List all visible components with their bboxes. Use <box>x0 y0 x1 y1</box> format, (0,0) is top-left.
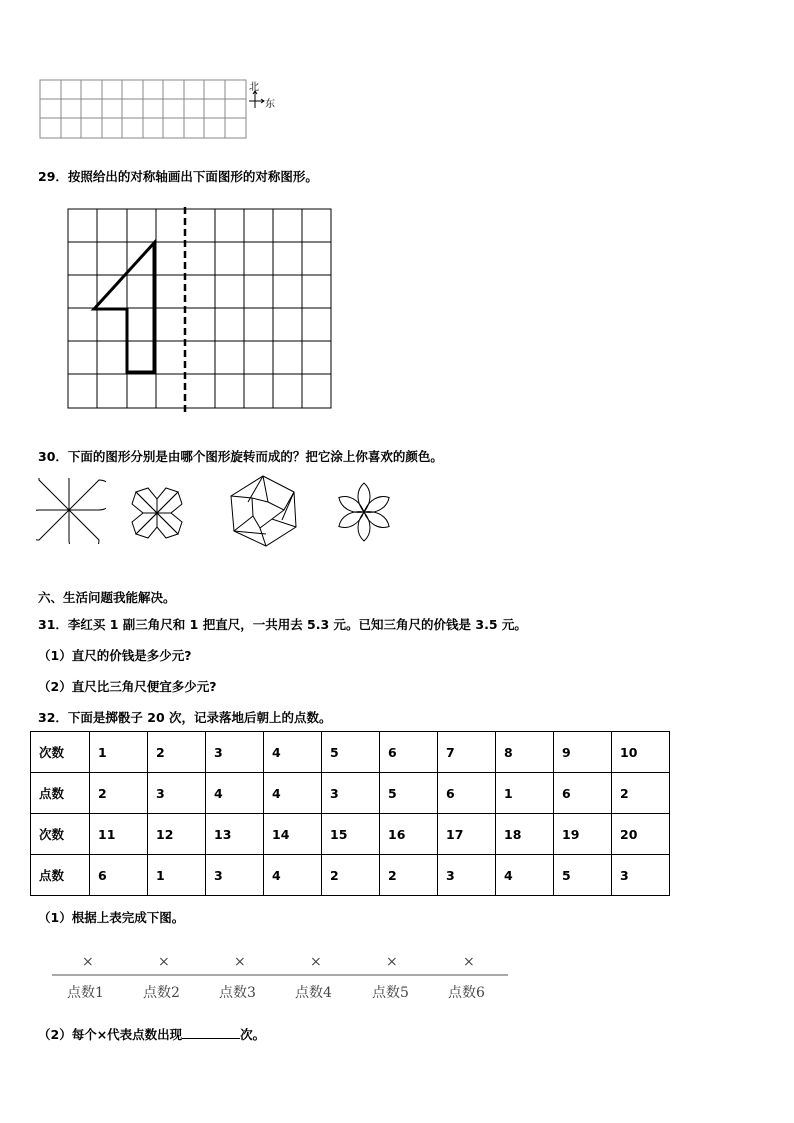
table-cell: 7 <box>438 732 496 773</box>
table-cell: 5 <box>380 773 438 814</box>
table-cell: 5 <box>322 732 380 773</box>
axis-label: 点数1 <box>67 985 104 1001</box>
flower-figure[interactable] <box>330 480 400 546</box>
table-cell: 4 <box>264 855 322 896</box>
question-30: 30．下面的图形分别是由哪个图形旋转而成的？把它涂上你喜欢的颜色。 <box>38 449 443 464</box>
axis-mark: × <box>234 954 246 970</box>
axis-mark: × <box>386 954 398 970</box>
table-cell: 2 <box>148 732 206 773</box>
table-cell: 17 <box>438 814 496 855</box>
axis-mark: × <box>463 954 475 970</box>
compass-east-label: 东 <box>265 99 275 110</box>
question-31: 31．李红买 1 副三角尺和 1 把直尺，一共用去 5.3 元。已知三角尺的价钱是 3.5 元。 <box>38 617 527 632</box>
table-cell: 3 <box>206 855 264 896</box>
table-cell: 点数 <box>31 855 90 896</box>
table-cell: 次数 <box>31 732 90 773</box>
table-row <box>31 773 670 814</box>
axis-label: 点数3 <box>219 985 256 1001</box>
table-cell: 2 <box>612 773 670 814</box>
table-cell: 6 <box>554 773 612 814</box>
dice-results-table <box>30 731 670 896</box>
symmetry-grid[interactable] <box>66 207 336 417</box>
axis-label: 点数4 <box>295 985 332 1001</box>
question-32: 32．下面是掷骰子 20 次，记录落地后朝上的点数。 <box>38 710 332 725</box>
table-row <box>31 855 670 896</box>
table-cell: 15 <box>322 814 380 855</box>
question-32-part-1: （1）根据上表完成下图。 <box>38 910 185 925</box>
table-cell: 6 <box>438 773 496 814</box>
axis-label: 点数6 <box>448 985 485 1001</box>
axis-mark: × <box>82 954 94 970</box>
axis-label: 点数2 <box>143 985 180 1001</box>
table-cell: 8 <box>496 732 554 773</box>
table-cell: 4 <box>264 773 322 814</box>
dot-plot-axis <box>50 970 512 978</box>
table-cell: 19 <box>554 814 612 855</box>
table-cell: 3 <box>322 773 380 814</box>
table-cell: 2 <box>322 855 380 896</box>
table-cell: 11 <box>90 814 148 855</box>
table-cell: 20 <box>612 814 670 855</box>
table-cell: 点数 <box>31 773 90 814</box>
table-cell: 4 <box>496 855 554 896</box>
table-cell: 1 <box>90 732 148 773</box>
section-6-heading: 六、生活问题我能解决。 <box>38 590 176 605</box>
table-cell: 4 <box>264 732 322 773</box>
question-29: 29．按照给出的对称轴画出下面图形的对称图形。 <box>38 169 318 184</box>
table-cell: 6 <box>380 732 438 773</box>
table-cell: 2 <box>90 773 148 814</box>
axis-mark: × <box>310 954 322 970</box>
table-cell: 3 <box>438 855 496 896</box>
table-cell: 6 <box>90 855 148 896</box>
question-32-part-2 <box>38 1024 265 1043</box>
question-32-part-2-prefix: （2）每个×代表点数出现 <box>38 1027 183 1042</box>
table-row <box>31 814 670 855</box>
axis-mark: × <box>158 954 170 970</box>
table-cell: 18 <box>496 814 554 855</box>
table-cell: 16 <box>380 814 438 855</box>
table-cell: 14 <box>264 814 322 855</box>
table-cell: 10 <box>612 732 670 773</box>
table-cell: 4 <box>206 773 264 814</box>
table-cell: 2 <box>380 855 438 896</box>
hexagon-figure[interactable] <box>226 474 300 548</box>
table-cell: 9 <box>554 732 612 773</box>
table-row <box>31 732 670 773</box>
pinwheel-figure[interactable] <box>36 478 106 544</box>
table-cell: 5 <box>554 855 612 896</box>
table-cell: 次数 <box>31 814 90 855</box>
answer-blank[interactable] <box>182 1024 240 1039</box>
axis-label: 点数5 <box>372 985 409 1001</box>
table-cell: 1 <box>496 773 554 814</box>
table-cell: 12 <box>148 814 206 855</box>
table-cell: 1 <box>148 855 206 896</box>
table-cell: 3 <box>206 732 264 773</box>
question-31-part-2: （2）直尺比三角尺便宜多少元? <box>38 679 217 694</box>
table-cell: 13 <box>206 814 264 855</box>
x-shape-figure[interactable] <box>128 485 188 541</box>
question-31-part-1: （1）直尺的价钱是多少元? <box>38 648 192 663</box>
question-32-part-2-suffix: 次。 <box>240 1027 266 1042</box>
compass-icon <box>249 91 264 108</box>
table-cell: 3 <box>148 773 206 814</box>
compass-north-label: 北 <box>249 82 259 93</box>
table-cell: 3 <box>612 855 670 896</box>
